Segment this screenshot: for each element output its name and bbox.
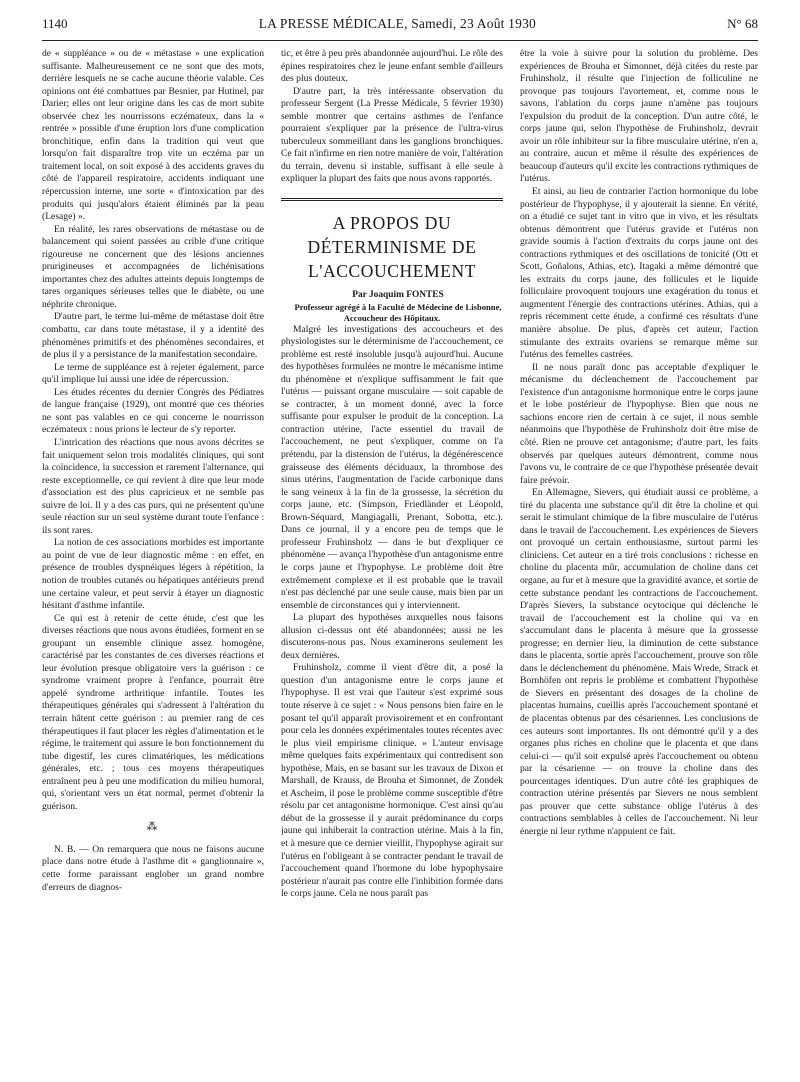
column-left <box>42 48 264 1062</box>
article-title: A PROPOS DU DÉTERMINISME DE L'ACCOUCHEMENT <box>307 213 477 282</box>
paragraph: Ce qui est à retenir de cette étude, c'est que les diverses réactions que nous avons étudiées, forment en se groupant un ensemble clinique assez homogène, caractérisé par les constantes de ces diverses réactions et leur évolution presque obligatoire vers la guérison : ce syndrome vraiment propre à l'enfance, pourrait être appelé syndrome arthritique infantile. Toutes les thérapeutiques générales qui s'adressent à l'altération du terrain hâtent cette guérison : au premier rang de ces thérapeutiques il faut placer les règles d'alimentation et le régime, le traitement qui assure le bon fonctionnement du tube digestif, les cures climatériques, les médications générales, etc. ; tous ces moyens thérapeutiques entraînent peu à peu une modification du milieu humoral, qui, s'orientant vers un état normal, permet d'obtenir la guérison. <box>42 612 264 812</box>
paragraph: En Allemagne, Sievers, qui étudiait aussi ce problème, a tiré du placenta une substance qu'il dit être la choline et qui serait le stimulant chimique de la fibre musculaire de l'utérus dans le travail de l'accouchement. Les expériences de Sievers ont provoqué un certain enthousiasme, surtout parmi les cliniciens. Cet auteur en a tiré trois conclusions : richesse en choline du placenta mûr, accumulation de choline dans cet organe, au fur et à mesure que la gravidité avance, et sortie de cette substance pendant les contractions de l'accouchement. D'après Sievers, la substance ocytocique qui déclenche le travail de l'accouchement est la choline qui va en s'accumulant dans le placenta à mesure que la grossesse progresse; en dernier lieu, la diminution de cette substance dans le placenta, sortie après l'accouchement, prouve son rôle dans le déclenchement du phénomène. Mais Wrede, Strack et Bornhöfen ont repris le problème et combattent l'hypothèse de Sievers en présentant des dosages de la choline de placentas humains, cueillis après l'accouchement spontané et de placentas obtenus par des césariennes. Les conclusions de ces auteurs sont importantes. Ils ont démontré qu'il y a des organes plus riches en choline que le placenta et que dans celui-ci — qu'il soit expulsé après l'accouchement ou obtenu par la césarienne — on trouve la choline dans des pourcentages identiques. D'un autre côté les graphiques de contraction utérine présentés par Sievers ne nous semblent pas prouver que cette substance oblige l'utérus à des contractions semblables à celles de l'accouchement. Ni leur énergie ni leur rythme n'appuient ce fait. <box>520 487 758 837</box>
column-right <box>520 48 758 1062</box>
journal-title: LA PRESSE MÉDICALE, Samedi, 23 Août 1930 <box>258 16 536 31</box>
paragraph: de « suppléance » ou de « métastase » une explication suffisante. Malheureusement ce ne sont que des mots, derrière lesquels ne se cache aucune théorie valable. Ces opinions ont été combattues par Besnier, par Hutinel, par Darier; elles ont leur origine dans les cas de mort subite observée chez les nourrissons eczémateux, dans la « rentrée » possible d'une éruption lors d'une complication bronchitique, enfin dans la tradition qui veut que lorsqu'on fait disparaître trop vite un eczéma par un traitement local, on soit exposé à des accidents graves du côté de l'appareil respiratoire, accidents indiquant une répercussion interne, une sorte « d'intoxication par des produits qui jusqu'alors étaient éliminés par la peau (Lesage) ». <box>42 48 264 223</box>
paragraph: La notion de ces associations morbides est importante au point de vue de leur diagnostic même : en effet, en présence de troubles dyspnéiques légers à répétition, la notion de troubles cutanés ou hépatiques antérieurs prend une certaine valeur, et peut servir à étayer un diagnostic hésitant d'asthme infantile. <box>42 537 264 612</box>
issue-number: N° 68 <box>727 16 758 31</box>
column-middle <box>281 48 503 1062</box>
nota-bene-paragraph: N. B. — On remarquera que nous ne faisons aucune place dans notre étude à l'asthme dit « ganglionnaire », cette forme paraissant englober un grand nombre d'erreurs de diagnos- <box>42 843 264 893</box>
article-author: Par Joaquim FONTES <box>352 290 444 301</box>
paragraph: Les études récentes du dernier Congrès des Pédiatres de langue française (1929), ont montré que ces théories ne sont pas valables en ce qui concerne le nourrisson eczémateux : nous prions le lecteur de s'y reporter. <box>42 386 264 436</box>
page-header <box>42 16 758 38</box>
paragraph: En réalité, les rares observations de métastase ou de balancement qui soient passées au crible d'une critique rigoureuse ne concernent que des lésions anciennes prurigineuses et accompagnées de lichénisations importantes chez des adultes atteints depuis longtemps de tares organiques sérieuses telles que le diabète, ou une néphrite chronique. <box>42 223 264 310</box>
article-separator <box>281 198 503 201</box>
page-number: 1140 <box>42 16 68 31</box>
paragraph: Fruhinsholz, comme il vient d'être dit, a posé la question d'un antagonisme entre le corps jaune et l'hypophyse. Il est vrai que l'auteur s'est exprimé sous toute réserve à ce sujet : « Nous pensons bien faire en le posant tel qu'il apparaît provisoirement et en confrontant pour cela les données expérimentales toutes récentes avec le plus vieil empirisme clinique. » L'auteur envisage même quelques faits expérimentaux qui contredisent son hypothèse, Mais, en se basant sur les travaux de Dixon et Marshall, de Krauss, de Brouha et Simonnet, de Zondek et Ascheim, il pose le problème comme susceptible d'être résolu par cet antagonisme hormonique. C'est ainsi qu'au début de la grossesse il y aurait prédominance du corps jaune qui inhiberait la contraction utérine. Mais à la fin, et à mesure que ce dernier vieillit, l'hypophyse agirait sur l'utérus en l'obligeant à se contracter pendant le travail de l'accouchement quand l'hormone du lobe hypophysaire postérieur n'aurait pas contre elle l'inhibition formée dans le corps jaune. Cela ne nous paraît pas <box>281 662 503 900</box>
paragraph: Malgré les investigations des accoucheurs et des physiologistes sur le déterminisme de l'accouchement, ce problème est resté insoluble jusqu'à aujourd'hui. Aucune des hypothèses formulées ne montre le mécanisme intime du phénomène et n'explique suffisamment le fait que l'utérus — puissant organe musculaire — soit capable de se contracter, à un moment donné, avec la force suffisante pour expulser le produit de la conception. La contraction utérine, l'acte essentiel du travail de l'accouchement, ne peut s'expliquer, comme on l'a prétendu, par la distension de l'utérus, la dégénérescence graisseuse des éléments déciduaux, la thrombose des sinus utérins, l'augmentation de l'acide carbonique dans le sang veineux à la fin de la grossesse, la sécrétion du corps jaune, etc. (Simpson, Friedländer et Léopold, Brown-Séquard, Mangiagalli, Prenant, Sobotta, etc.). Dans ce journal, il y a encore peu de temps que le professeur Fruhinsholz — dans le but d'expliquer ce phénomène — avança l'hypothèse d'un antagonisme entre le corps jaune et l'hypophyse. Le problème doit être extrêmement complexe et il est probable que le travail n'est pas déclenché par une seule cause, mais bien par un ensemble de circonstances qui y interviennent. <box>281 323 503 611</box>
paragraph: Il ne nous paraît donc pas acceptable d'expliquer le mécanisme du déclenchement de l'accouchement par l'existence d'un antagonisme hormonique entre le corps jaune et le lobe postérieur de l'hypophyse. Bien que nous ne sachions encore rien de certain à ce sujet, il nous semble néanmoins que l'hypothèse de Fruhinsholz doit être mise de côté. Rien ne prouve cet antagonisme; d'autre part, les faits observés par quelques auteurs démontrent, comme nous l'avons vu, le contraire de ce que l'hypothèse présentée devait faire prévoir. <box>520 361 758 486</box>
paragraph: D'autre part, la très intéressante observation du professeur Sergent (La Presse Médicale, 5 février 1930) semble montrer que certains asthmes de l'enfance pourraient s'expliquer par la présence de l'ultra-virus tuberculeux sommeillant dans les ganglions bronchiques. Ce fait n'infirme en rien notre manière de voir, l'altération du terrain, devenu si instable, suffisant à elle seule à expliquer la plupart des faits que nous avons rapportés. <box>281 85 503 185</box>
paragraph: La plupart des hypothèses auxquelles nous faisons allusion ci-dessus ont été abandonnées; aussi ne les discuterons-nous pas. Nous examinerons seulement les deux dernières. <box>281 612 503 661</box>
author-affiliation: Professeur agrégé à la Faculté de Médecine de Lisbonne, Accoucheur des Hôpitaux. <box>294 301 502 323</box>
paragraph: tic, et être à peu près abandonnée aujourd'hui. Le rôle des épines respiratoires chez le jeune enfant semble d'ailleurs des plus douteux. <box>281 48 503 85</box>
header-rule <box>42 40 758 41</box>
paragraph: D'autre part, le terme lui-même de métastase doit être combattu, car dans toute métastase, il y a identité des phénomènes primitifs et des phénomènes secondaires, et de plus il y a persistance de la manifestation secondaire. <box>42 311 264 361</box>
paragraph: Le terme de suppléance est à rejeter également, parce qu'il implique lui aussi une idée de répercussion. <box>42 361 264 386</box>
asterism-ornament: ⁂ <box>146 821 160 834</box>
paragraph: L'intrication des réactions que nous avons décrites se fait uniquement selon trois modalités cliniques, qui sont la coïncidence, la succession et rarement l'alternance, qui reste exceptionnelle, ce qui revient à dire que leur mode d'association est des plus capricieux et ne semble pas suivre de loi. Il y a des cas purs, qui ne présentent qu'une seule réaction sur un seul système durant toute l'enfance : ils sont rares. <box>42 436 264 536</box>
paragraph: Et ainsi, au lieu de contrarier l'action hormonique du lobe postérieur de l'hypophyse, il y ajouterait la sienne. En vérité, on a étudié ce sujet tant in vitro que in vivo, et les résultats obtenus démontrent que l'utérus gravide et l'utérus non gravide soumis à l'action d'extraits du corps jaune ont des contractions rythmiques et des oscillations de tonicité (Ott et Scott, Goñalons, Athias, etc). Itagaki a même démontré que les extraits du corps jaune, des follicules et le liquide folliculaire provoquent toujours une exagération du tonus et augmentent l'énergie des contractions utérines. Athias, qui a repris récemment cette étude, a confirmé ces résultats d'une manière absolue. De plus, d'après cet auteur, l'action stimulante des extraits ovariens se remarque même sur l'utérus des femelles castrées. <box>520 186 758 361</box>
paragraph: être la voie à suivre pour la solution du problème. Des expériences de Brouha et Simonnet, déjà citées du reste par Fruhinsholz, il résulte que l'injection de folliculine ne provoque pas toujours l'avortement, et, comme nous le savons, l'ablation du corps jaune n'amène pas toujours l'expulsion du produit de la conception. D'un autre côté, le corps jaune qui, selon l'hypothèse de Fruhinsholz, devrait avoir un rôle inhibiteur sur la fibre musculaire utérine, n'en a, au contraire, aucun et même il résulte des expériences de beaucoup d'auteurs qu'il excite les contractions rythmiques de l'utérus. <box>520 48 758 185</box>
